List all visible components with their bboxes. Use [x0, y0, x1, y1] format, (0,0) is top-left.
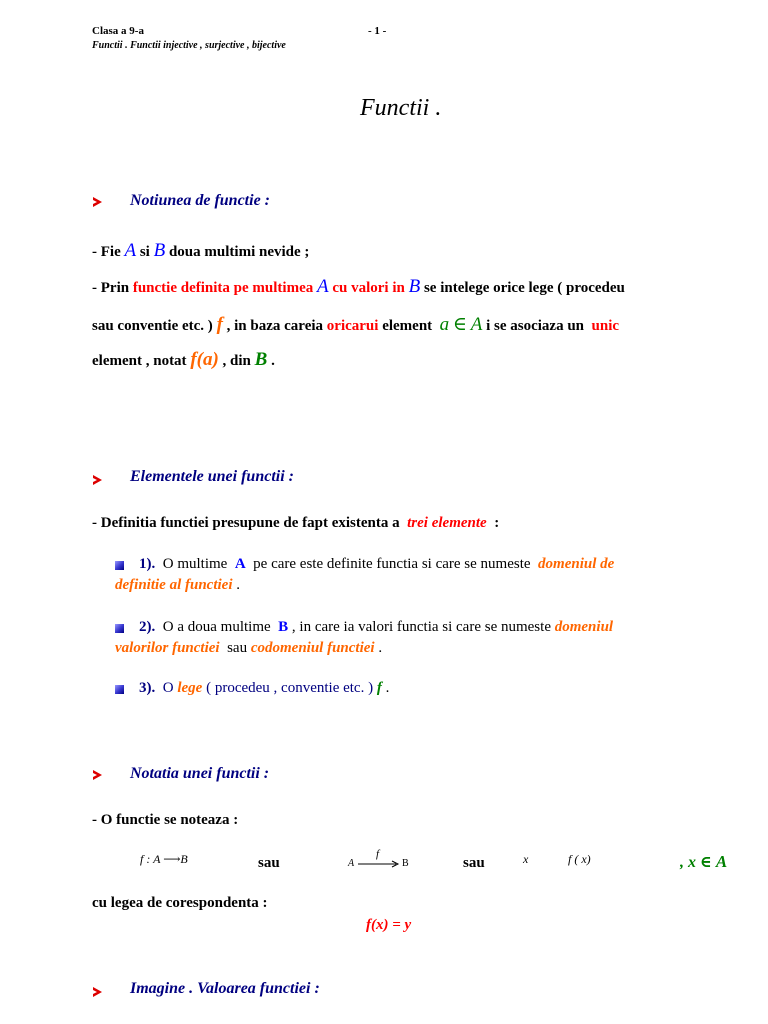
mapping-arrow-icon [358, 860, 402, 868]
section-title-imagine: Imagine . Valoarea functiei : [130, 980, 320, 997]
math-A: A [124, 240, 137, 261]
page-title: Functii . [360, 95, 442, 121]
notation-sau-2: sau [463, 855, 485, 871]
arrow-bullet-icon [93, 475, 102, 485]
notation-fx: f ( x) [568, 852, 591, 866]
square-bullet-icon [115, 685, 124, 694]
section-title-elementele: Elementele unei functii : [130, 468, 294, 485]
math-B: B [153, 240, 166, 261]
notation-form-1: f : A ⟶B [140, 852, 188, 866]
notation-x: x [523, 852, 529, 866]
square-bullet-icon [115, 561, 124, 570]
arrow-bullet-icon [93, 987, 102, 997]
header-page-number: - 1 - [368, 25, 387, 37]
item-1-line1: 1). O multime A pe care este definite functia si care se numeste domeniul de [139, 556, 615, 572]
paragraph-fie: - Fie A si B doua multimi nevide ; [92, 240, 310, 261]
square-bullet-icon [115, 624, 124, 633]
arrow-bullet-icon [93, 197, 102, 207]
header-class: Clasa a 9-a [92, 25, 144, 37]
item-2-line2: valorilor functiei sau codomeniul functiei . [115, 640, 383, 656]
notation-form-2: A f B [348, 848, 409, 869]
notation-sau-1: sau [258, 855, 280, 871]
paragraph-definitia: - Definitia functiei presupune de fapt existenta a trei elemente : [92, 515, 500, 531]
paragraph-definition-line2: sau conventie etc. ) f , in baza careia oricarui element a ∈ A i se asociaza un unic [92, 314, 620, 335]
header-subtitle: Functii . Functii injective , surjective , bijective [92, 40, 286, 51]
section-title-notatia: Notatia unei functii : [130, 765, 270, 782]
section-title-notiunea: Notiunea de functie : [130, 192, 270, 209]
item-1-line2: definitie al functiei . [115, 577, 240, 593]
paragraph-definition-line1: - Prin functie definita pe multimea A cu valori in B se intelege orice lege ( procedeu [92, 276, 625, 297]
notation-intro: - O functie se noteaza : [92, 812, 239, 828]
paragraph-definition-line3: element , notat f(a) , din B . [92, 349, 275, 370]
law-formula: f(x) = y [366, 917, 412, 933]
arrow-bullet-icon [93, 770, 102, 780]
item-3-line1: 3). O lege ( procedeu , conventie etc. ) f . [139, 680, 390, 696]
law-label: cu legea de corespondenta : [92, 895, 268, 911]
item-2-line1: 2). O a doua multime B , in care ia valori functia si care se numeste domeniul [139, 619, 614, 635]
notation-domain: , x ∈ A [680, 852, 728, 871]
